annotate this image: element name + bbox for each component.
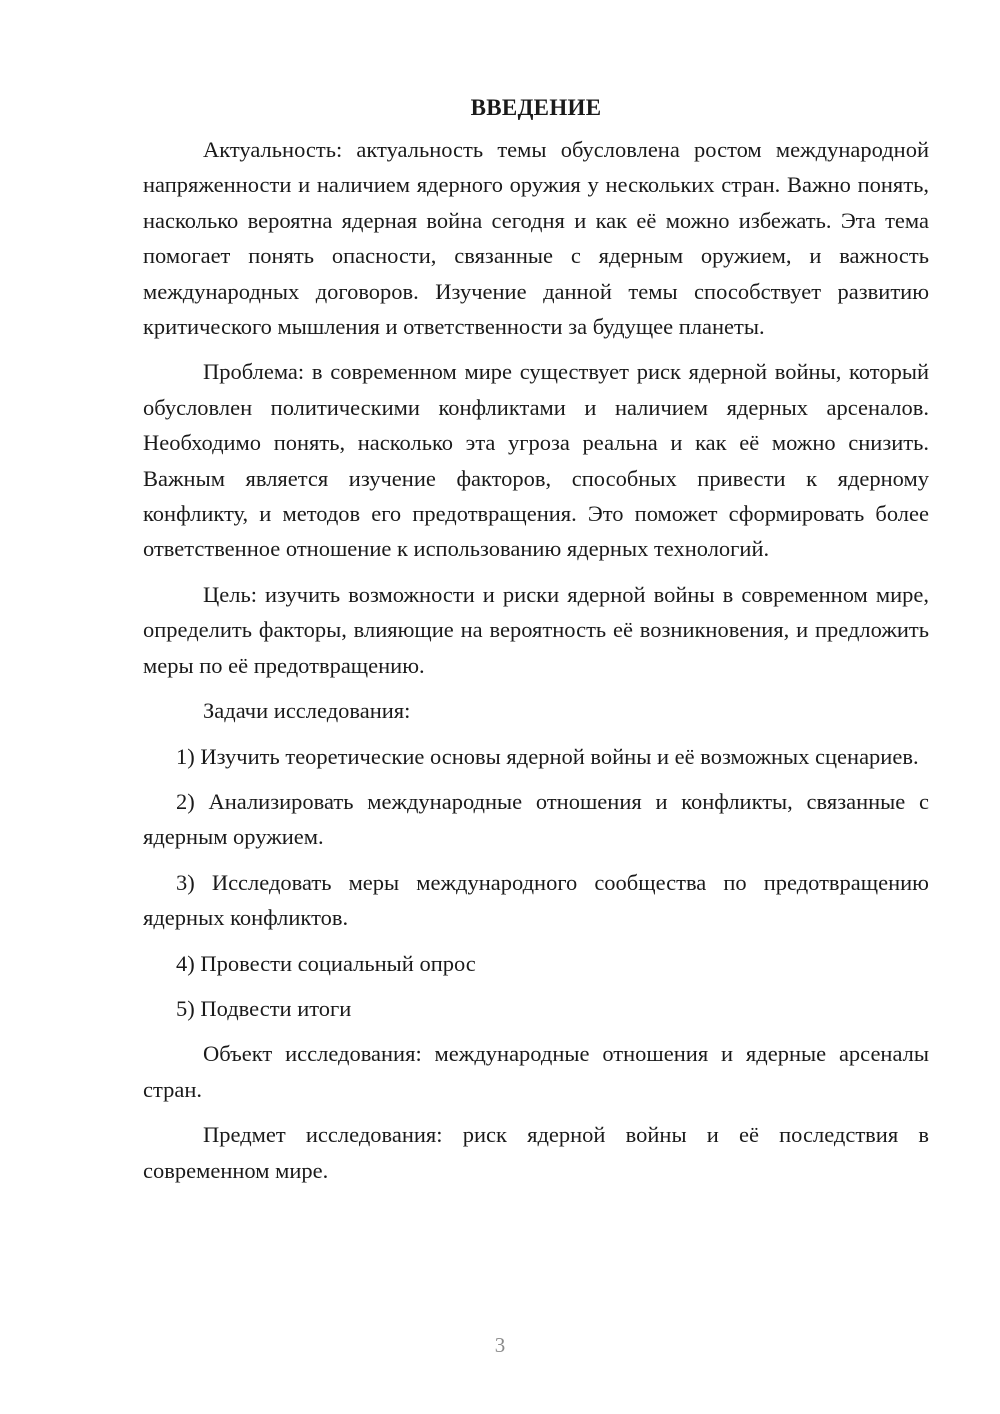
task-item-5: 5) Подвести итоги — [176, 995, 352, 1021]
paragraph-subject: Предмет исследования: риск ядерной войны и её последствия в современном мире. — [143, 1122, 929, 1183]
task-item-4: 4) Провести социальный опрос — [176, 950, 476, 976]
tasks-heading: Задачи исследования: — [203, 698, 411, 724]
page-number: 3 — [494, 1333, 506, 1357]
task-item-2: 2) Анализировать международные отношения и конфликты, связанные с ядерным оружием. — [143, 788, 929, 850]
paragraph-object: Объект исследования: международные отношения и ядерные арсеналы стран. — [143, 1041, 929, 1102]
paragraph-relevance: Актуальность: актуальность темы обусловлена ростом международной напряженности и наличием ядерного оружия у нескольких стран. Важно понять, насколько вероятна ядерная война сегодня и как её можно избежать. Эта тема помогает понять опасности, связанные с ядерным оружием, и важность международных договоров. Изучение данной темы способствует развитию критического мышления и ответственности за будущее планеты. — [143, 137, 929, 340]
task-item-1: 1) Изучить теоретические основы ядерной войны и её возможных сценариев. — [176, 743, 919, 769]
document-page — [143, 90, 929, 1198]
paragraph-goal: Цель: изучить возможности и риски ядерной войны в современном мире, определить факторы, влияющие на вероятность её возникновения, и предложить меры по её предотвращению. — [143, 581, 929, 678]
page-title: ВВЕДЕНИЕ — [470, 95, 602, 120]
task-item-3: 3) Исследовать меры международного сообщества по предотвращению ядерных конфликтов. — [143, 869, 929, 931]
paragraph-problem: Проблема: в современном мире существует риск ядерной войны, который обусловлен политическими конфликтами и наличием ядерных арсеналов. Необходимо понять, насколько эта угроза реальна и как её можно снизить. Важным является изучение факторов, способных привести к ядерному конфликту, и методов его предотвращения. Это поможет сформировать более ответственное отношение к использованию ядерных технологий. — [143, 359, 929, 562]
